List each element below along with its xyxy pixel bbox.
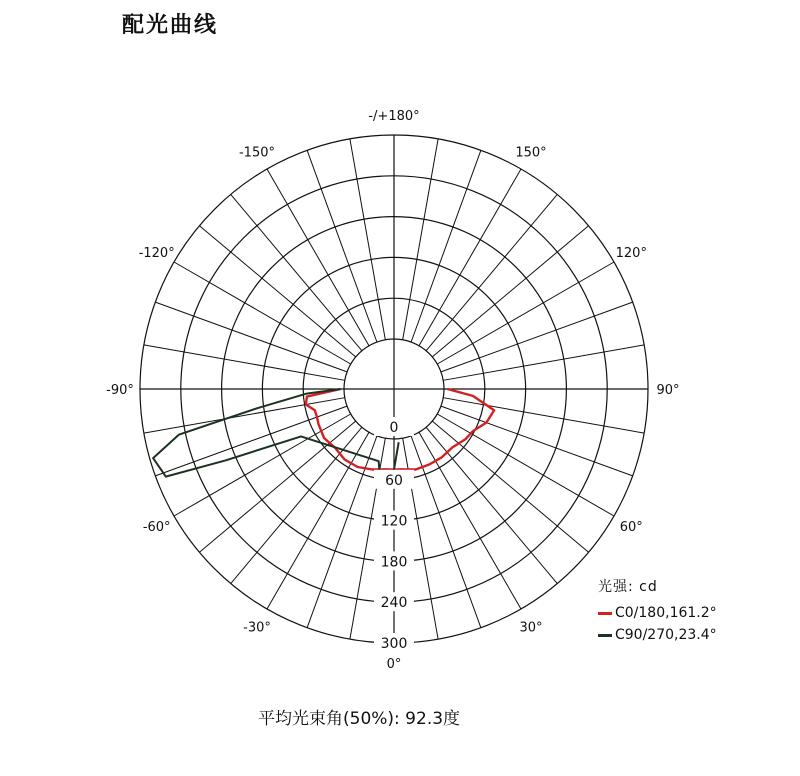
radial-line: [231, 194, 362, 350]
ring-label: 120: [380, 513, 408, 530]
angle-label: -90°: [106, 383, 134, 398]
radial-line: [307, 150, 377, 342]
legend-swatch-c90: [598, 634, 612, 637]
radial-line: [432, 226, 588, 357]
angle-label: -120°: [138, 246, 175, 261]
series-layer: [153, 389, 494, 486]
angle-label: 60°: [619, 520, 643, 535]
radial-line: [426, 427, 557, 583]
radial-line: [307, 436, 377, 628]
radial-line: [441, 406, 633, 476]
legend-swatch-c0: [598, 612, 612, 615]
radial-line: [403, 139, 438, 340]
angle-label: 0°: [386, 657, 402, 672]
radial-line: [199, 421, 355, 552]
radial-line: [350, 139, 385, 340]
legend-unit: 光强: cd: [598, 579, 658, 595]
angle-label: 90°: [656, 383, 680, 398]
radial-line: [231, 427, 362, 583]
radial-line: [411, 150, 481, 342]
legend: [598, 576, 717, 646]
angle-label: -/+180°: [368, 109, 420, 124]
legend-item-c0: [598, 602, 717, 624]
angle-label: 120°: [615, 246, 647, 261]
ring-label: 300: [380, 636, 408, 652]
legend-label-c0: C0/180,161.2°: [615, 605, 717, 621]
angle-label: -150°: [238, 145, 276, 161]
ring-label: 0: [389, 420, 399, 436]
radial-line: [432, 421, 588, 552]
beam-angle-text: 平均光束角(50%): 92.3度: [258, 709, 461, 729]
radial-line: [441, 302, 633, 372]
radial-line: [144, 345, 345, 380]
angle-label: -60°: [142, 520, 171, 535]
ring-label: 180: [380, 554, 408, 571]
angle-label: 30°: [519, 620, 543, 636]
radial-line: [443, 345, 644, 380]
legend-item-c90: [598, 624, 717, 646]
angle-label: 150°: [515, 145, 547, 161]
page-title: 配光曲线: [122, 13, 219, 38]
legend-label-c90: C90/270,23.4°: [615, 627, 717, 643]
radial-line: [155, 302, 347, 372]
radial-line: [199, 226, 355, 357]
radial-line: [426, 194, 557, 350]
radial-line: [443, 398, 644, 433]
ring-label: 240: [380, 595, 408, 612]
radial-line: [144, 398, 345, 433]
radial-line: [411, 436, 481, 628]
series-line-1: [153, 389, 399, 486]
angle-label: -30°: [243, 620, 271, 636]
ring-label: 60: [385, 472, 403, 489]
angle-labels: [106, 109, 679, 672]
